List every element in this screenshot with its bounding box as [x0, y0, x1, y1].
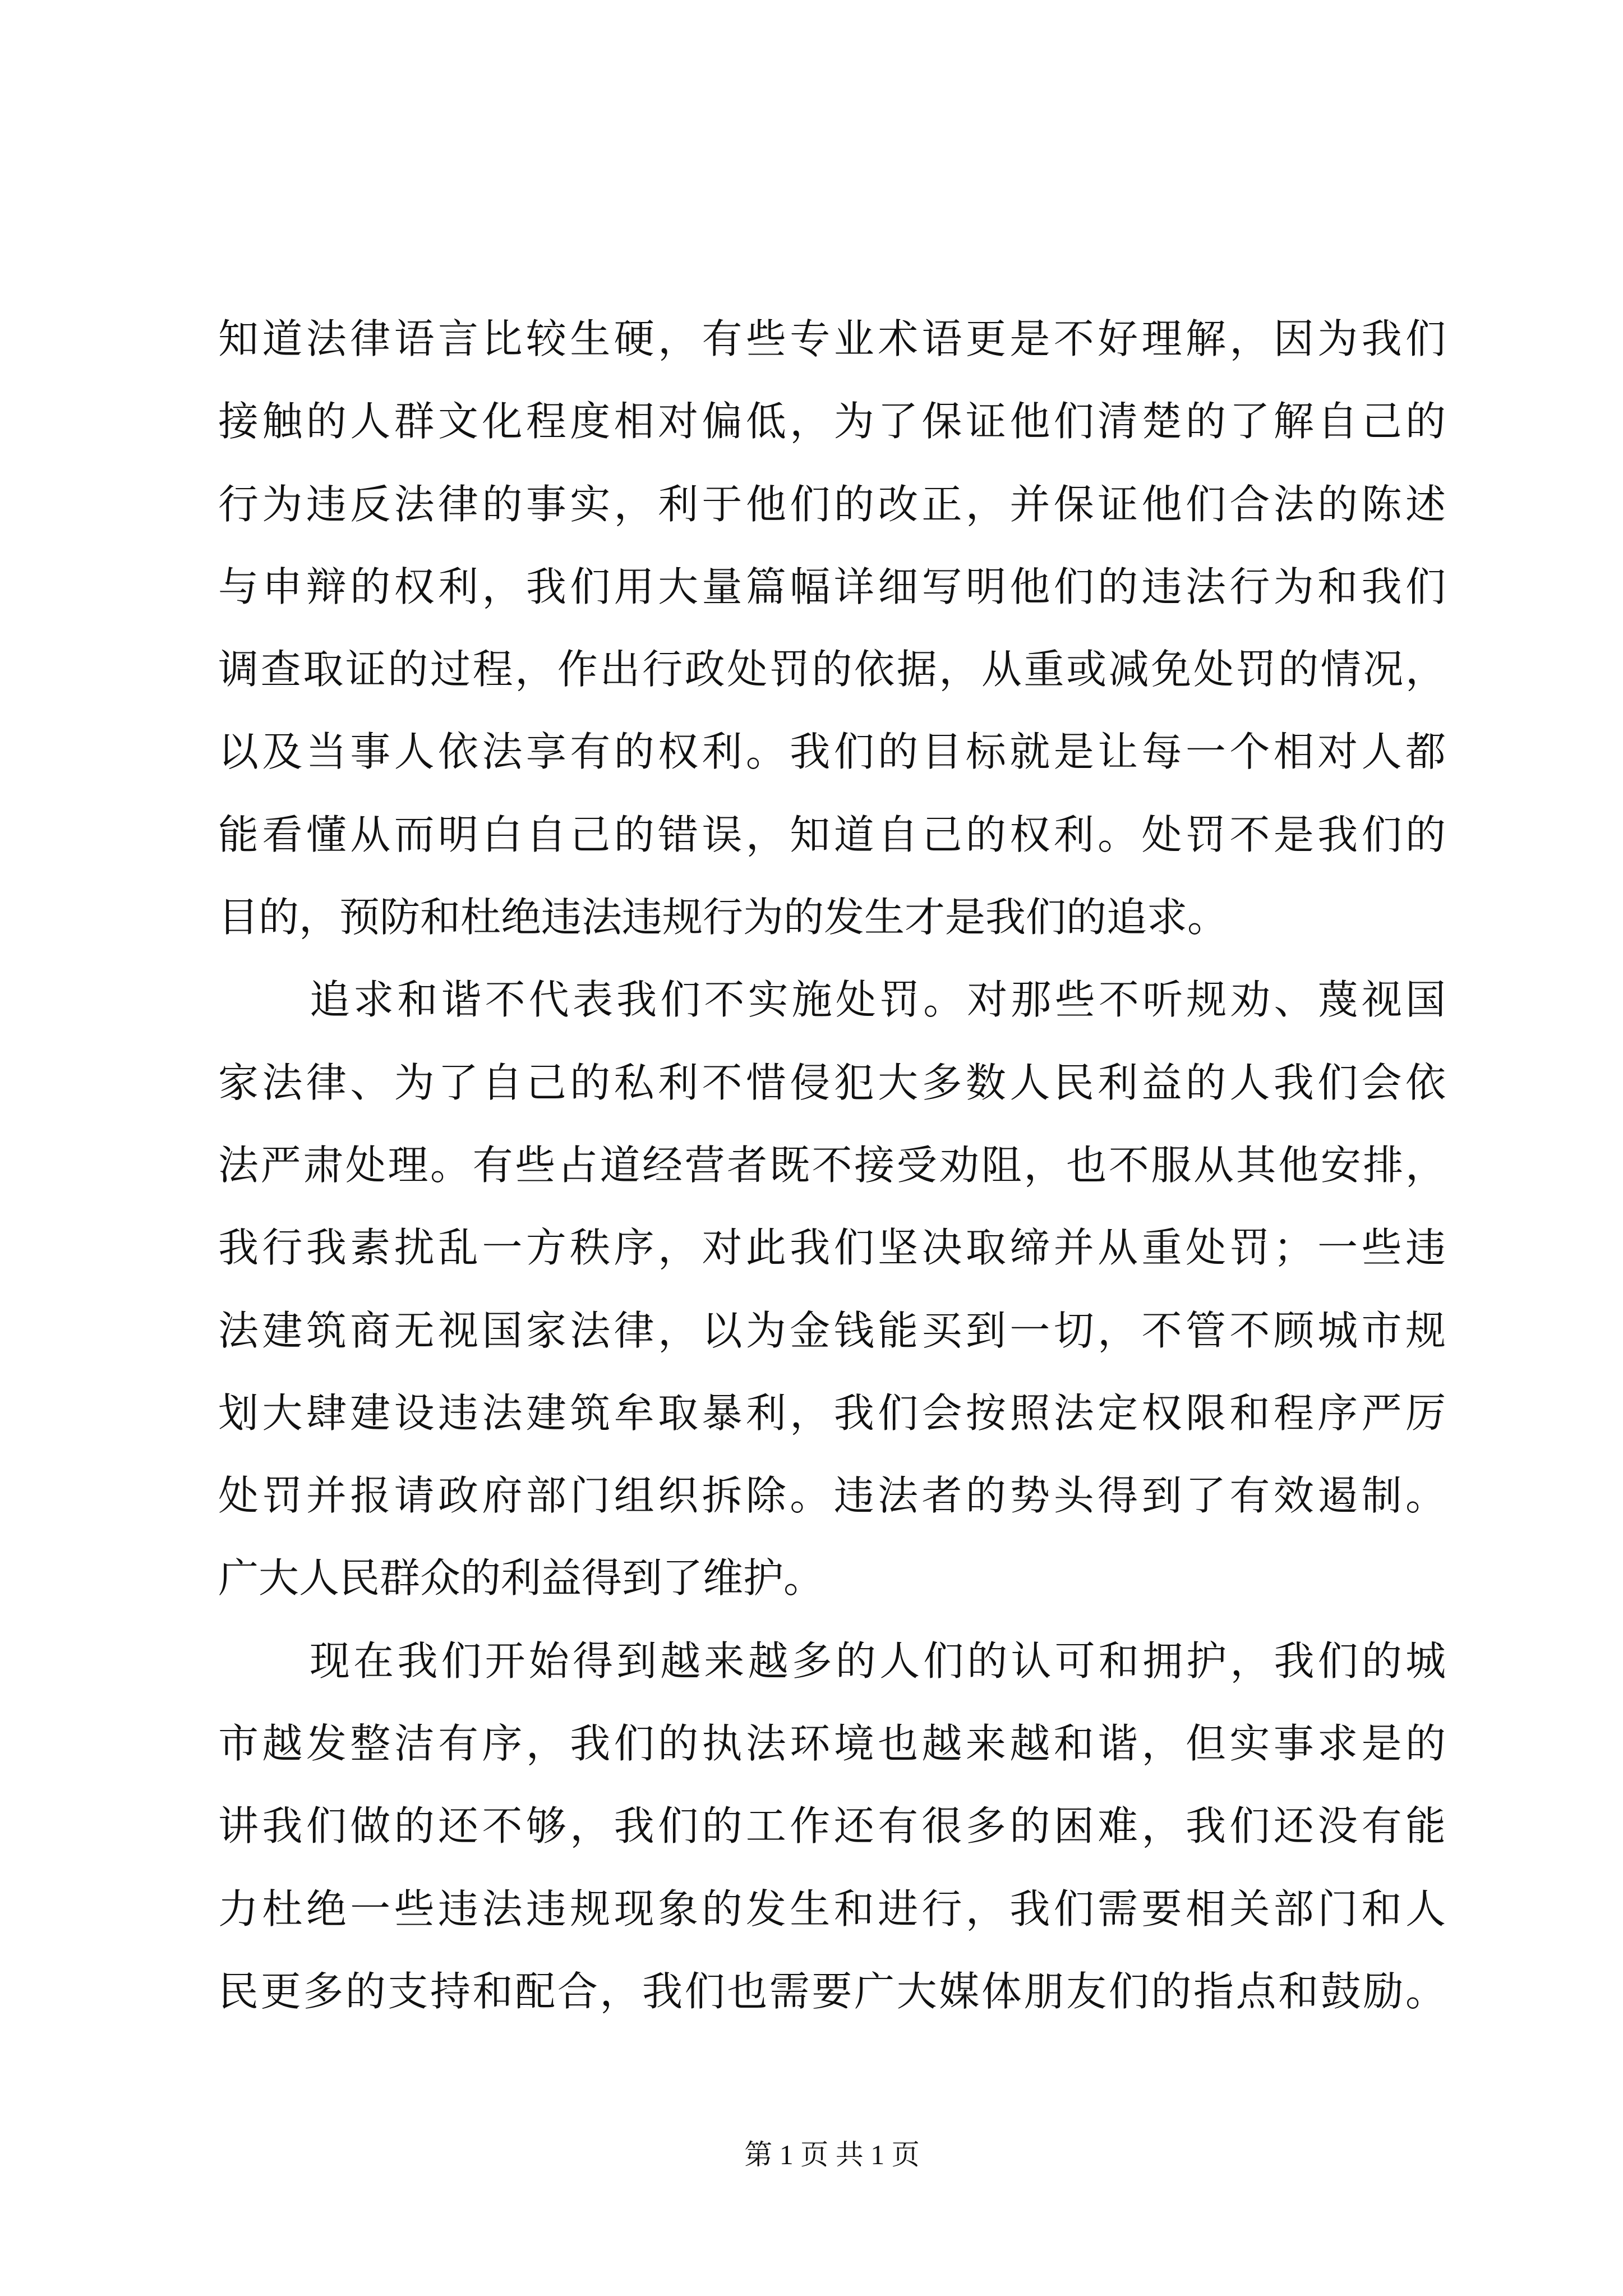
text-line: 我行我素扰乱一方秩序，对此我们坚决取缔并从重处罚；一些违	[218, 1224, 1446, 1272]
text-line: 法严肃处理。有些占道经营者既不接受劝阻，也不服从其他安排，	[218, 1141, 1446, 1189]
paragraph-2	[218, 959, 1446, 1619]
text-line: 法建筑商无视国家法律，以为金钱能买到一切，不管不顾城市规	[218, 1306, 1446, 1354]
text-line: 能看懂从而明白自己的错误，知道自己的权利。处罚不是我们的	[218, 811, 1446, 858]
text-line: 广大人民群众的利益得到了维护。	[218, 1554, 824, 1602]
document-body	[218, 298, 1446, 2033]
text-line: 现在我们开始得到越来越多的人们的认可和拥护，我们的城	[310, 1637, 1446, 1685]
page-footer: 第 1 页 共 1 页	[744, 2139, 920, 2170]
paragraph-1	[218, 298, 1446, 959]
paragraph-3	[218, 1620, 1446, 2033]
text-line: 知道法律语言比较生硬，有些专业术语更是不好理解，因为我们	[218, 315, 1446, 362]
text-line: 行为违反法律的事实，利于他们的改正，并保证他们合法的陈述	[218, 480, 1446, 528]
text-line: 以及当事人依法享有的权利。我们的目标就是让每一个相对人都	[218, 728, 1446, 776]
text-line: 处罚并报请政府部门组织拆除。违法者的势头得到了有效遏制。	[218, 1472, 1446, 1520]
text-line: 力杜绝一些违法违规现象的发生和进行，我们需要相关部门和人	[218, 1885, 1446, 1932]
text-line: 划大肆建设违法建筑牟取暴利，我们会按照法定权限和程序严厉	[218, 1389, 1446, 1437]
text-line: 接触的人群文化程度相对偏低，为了保证他们清楚的了解自己的	[218, 398, 1446, 445]
text-line: 追求和谐不代表我们不实施处罚。对那些不听规劝、蔑视国	[310, 976, 1446, 1024]
text-line: 民更多的支持和配合，我们也需要广大媒体朋友们的指点和鼓励。	[218, 1967, 1446, 2015]
text-line: 讲我们做的还不够，我们的工作还有很多的困难，我们还没有能	[218, 1802, 1446, 1850]
text-line: 目的，预防和杜绝违法违规行为的发生才是我们的追求。	[218, 894, 1228, 941]
text-line: 市越发整洁有序，我们的执法环境也越来越和谐，但实事求是的	[218, 1720, 1446, 1768]
text-line: 调查取证的过程，作出行政处罚的依据，从重或减免处罚的情况，	[218, 646, 1446, 693]
text-line: 家法律、为了自己的私利不惜侵犯大多数人民利益的人我们会依	[218, 1059, 1446, 1106]
text-line: 与申辩的权利，我们用大量篇幅详细写明他们的违法行为和我们	[218, 563, 1446, 610]
